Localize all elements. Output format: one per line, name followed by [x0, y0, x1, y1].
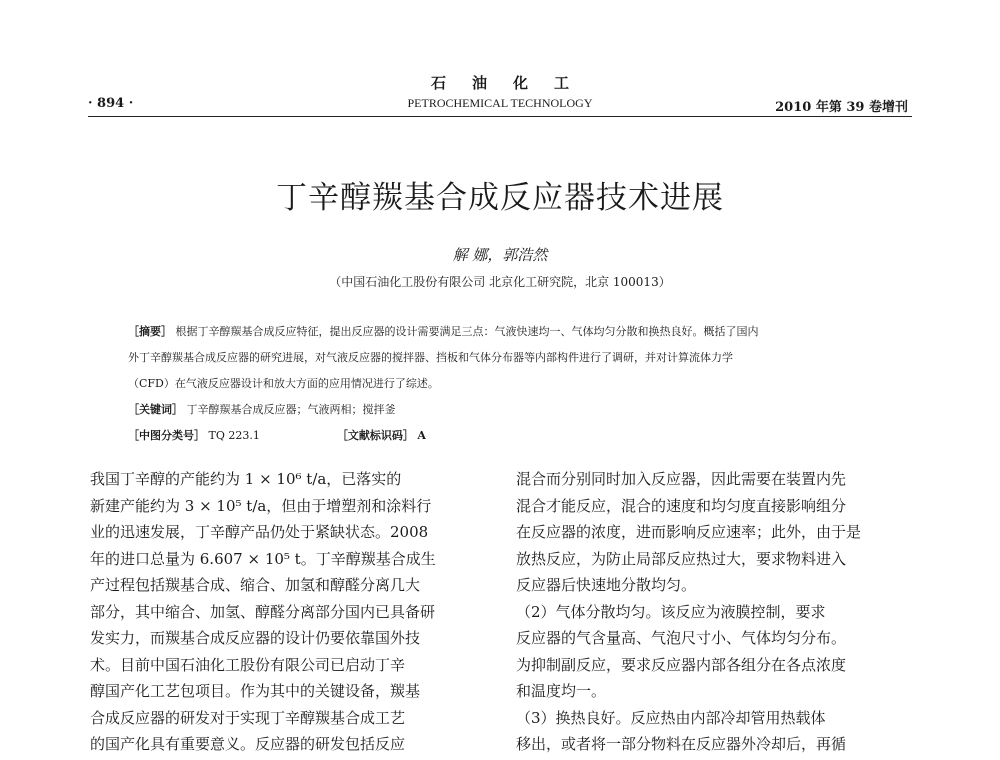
body-line: 混合而分别同时加入反应器，因此需要在装置内先 [516, 470, 847, 488]
journal-name-cn: 石油化工 [430, 74, 595, 92]
body-line: 反应器后快速地分散均匀。 [516, 576, 697, 594]
body-line: 反应器的气含量高、气泡尺寸小、气体均匀分布。 [516, 629, 847, 647]
body-line: 在反应器的浓度，进而影响反应速率；此外，由于是 [516, 523, 862, 541]
clc-code: TQ 223.1 [208, 429, 260, 442]
body-line: 我国丁辛醇的产能约为 1 × 10⁶ t/a，已落实的 [90, 470, 402, 488]
abstract-text: 根据丁辛醇羰基合成反应特征，提出反应器的设计需要满足三点：气液快速均一、气体均匀分散和换热良好。概括了国内 [175, 325, 759, 338]
header-rule [88, 116, 912, 117]
body-line: 醇国产化工艺包项目。作为其中的关键设备，羰基 [90, 682, 421, 700]
body-line: 产过程包括羰基合成、缩合、加氢和醇醛分离几大 [90, 576, 421, 594]
body-line: 和温度均一。 [516, 682, 607, 700]
abstract-line: 外丁辛醇羰基合成反应器的研究进展，对气液反应器的搅拌器、挡板和气体分布器等内部构件进行了调研，并对计算流体力学 [128, 351, 733, 364]
body-line: 混合才能反应，混合的速度和均匀度直接影响组分 [516, 496, 847, 515]
body-column-left [90, 466, 436, 758]
body-line: 发实力，而羰基合成反应器的设计仍要依靠国外技 [90, 629, 421, 647]
doc-code-label: ［文献标识码］ [336, 429, 414, 442]
article-title: 丁辛醇羰基合成反应器技术进展 [276, 180, 724, 216]
body-line: 年的进口总量为 6.607 × 10⁵ t。丁辛醇羰基合成生 [90, 549, 436, 568]
classification-line [128, 427, 426, 443]
body-line: （2）气体分散均匀。该反应为液膜控制，要求 [516, 602, 826, 621]
keywords-text: 丁辛醇羰基合成反应器；气液两相；搅拌釜 [186, 403, 396, 416]
body-line: （3）换热良好。反应热由内部冷却管用热载体 [516, 708, 826, 727]
body-line: 放热反应，为防止局部反应热过大，要求物料进入 [516, 549, 847, 568]
body-line: 业的迅速发展，丁辛醇产品仍处于紧缺状态。2008 [90, 523, 429, 541]
keywords-label: ［关键词］ [128, 403, 183, 416]
body-line: 移出，或者将一部分物料在反应器外冷却后，再循 [516, 735, 847, 753]
clc-label: ［中图分类号］ [128, 429, 205, 442]
abstract-label: ［摘要］ [128, 325, 172, 338]
body-line: 的国产化具有重要意义。反应器的研发包括反应 [90, 735, 406, 753]
abstract-line: （CFD）在气液反应器设计和放大方面的应用情况进行了综述。 [128, 377, 439, 390]
issue-label: 2010 年第 39 卷增刊 [775, 100, 908, 115]
page-number: · 894 · [88, 96, 134, 111]
article-authors: 解 娜，郭浩然 [452, 246, 548, 264]
journal-name-en: PETROCHEMICAL TECHNOLOGY [407, 96, 593, 110]
body-line: 新建产能约为 3 × 10⁵ t/a，但由于增塑剂和涂料行 [90, 496, 432, 515]
article-affiliation: （中国石油化工股份有限公司 北京化工研究院，北京 100013） [329, 275, 671, 289]
body-line: 术。目前中国石油化工股份有限公司已启动丁辛 [90, 655, 406, 674]
abstract-line [128, 323, 759, 339]
body-line: 为抑制副反应，要求反应器内部各组分在各点浓度 [516, 655, 847, 674]
body-line: 部分，其中缩合、加氢、醇醛分离部分国内已具备研 [90, 602, 436, 621]
keywords-line [128, 401, 396, 417]
doc-code: A [417, 429, 426, 442]
body-column-right [516, 466, 861, 758]
body-line: 合成反应器的研发对于实现丁辛醇羰基合成工艺 [90, 708, 406, 727]
